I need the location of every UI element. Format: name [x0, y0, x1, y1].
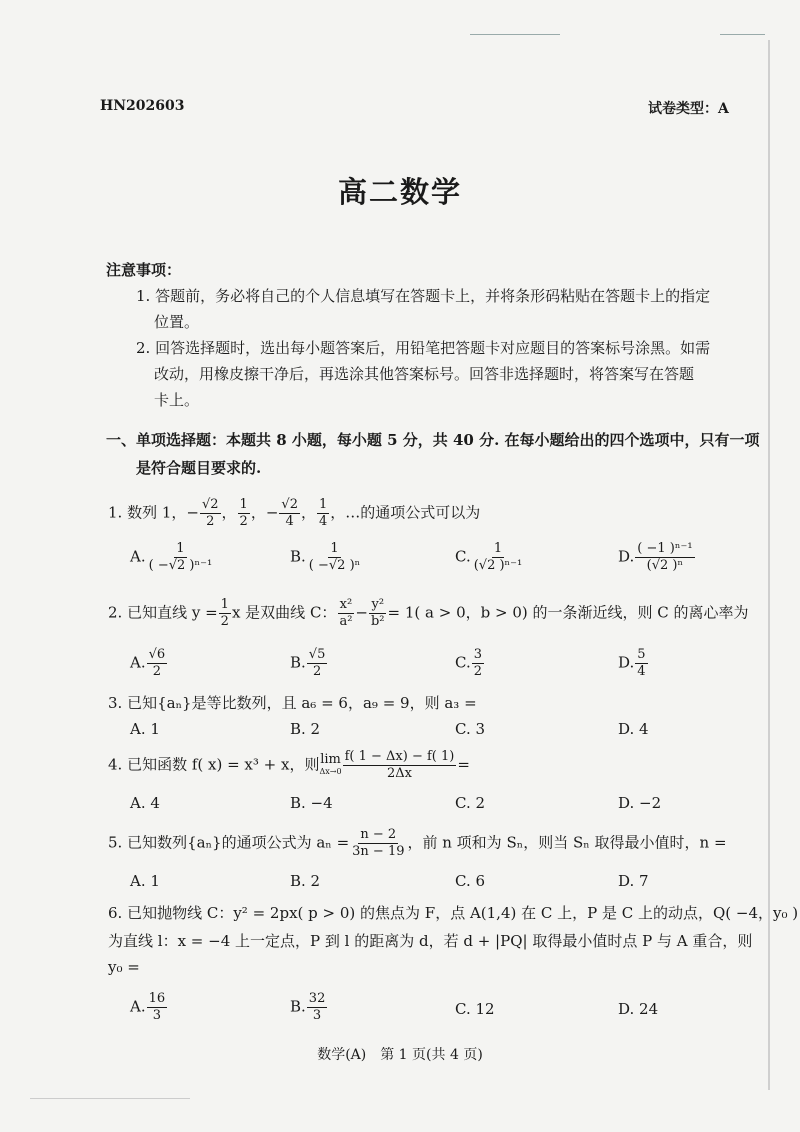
paper-type: 试卷类型：A: [648, 101, 729, 117]
scan-artifact-line: [30, 1098, 190, 1099]
question-1-option-d: D. $\frac{\text{( −1 )ⁿ⁻¹}}{\text{(√2 )ⁿ}}$: [618, 541, 693, 573]
fraction: $\frac{√2}{4}$: [281, 497, 298, 529]
question-5-option-b: B. 2: [290, 872, 321, 890]
page-title: 高二数学: [337, 175, 462, 209]
question-5: 5. 已知数列{aₙ}的通项公式为 aₙ = $\frac{n - 2}{3n - 19}$ ，前 n 项和为 Sₙ，则当 Sₙ 取得最小值时，n =: [108, 827, 727, 859]
question-5-option-c: C. 6: [455, 872, 486, 890]
question-3-option-b: B. 2: [290, 720, 321, 738]
question-5-option-a: A. 1: [130, 872, 160, 890]
fraction: $\frac{1}{2}$: [239, 497, 248, 529]
question-6-option-a: A. $\frac{16}{3}$: [130, 991, 166, 1023]
question-1-option-a: A. $\frac{1}{\text{( −√2 )ⁿ⁻¹}}$: [130, 541, 213, 573]
question-4: 4. 已知函数 f( x) = x³ + x，则 lim Δx→0 $\frac{f( 1 - \Delta x) - f( 1)}{2\Delta x}$ =: [108, 749, 470, 781]
question-2: 2. 已知直线 y = $\frac{1}{2}$ x 是双曲线 C： $\frac{\text{x²}}{\text{a²}}$ − $\frac{\text{y²}}{\text{b²}}$ = 1( a > 0，b > 0) 的一条渐近线，则 C 的离心率为: [108, 597, 749, 629]
notice-item-2-line2: 改动，用橡皮擦干净后，再选涂其他答案标号。回答非选择题时，将答案写在答题: [154, 365, 695, 383]
notice-item-1-line1: 1. 答题前，务必将自己的个人信息填写在答题卡上，并将条形码粘贴在答题卡上的指定: [136, 287, 711, 305]
question-6-line3: y₀ =: [108, 958, 140, 976]
question-4-option-d: D. −2: [618, 794, 662, 812]
question-1-prefix: 1. 数列 1，−: [108, 503, 199, 522]
notice-item-2-line1: 2. 回答选择题时，选出每小题答案后，用铅笔把答题卡对应题目的答案标号涂黑。如需: [136, 339, 711, 357]
question-3-option-c: C. 3: [455, 720, 486, 738]
notice-item-1-line2: 位置。: [154, 313, 200, 331]
page-footer: 数学(A) 第 1 页(共 4 页): [317, 1047, 483, 1063]
question-2-option-a: A. $\frac{√6}{2}$: [130, 647, 166, 679]
scan-artifact-line: [720, 34, 765, 35]
question-2-option-b: B. $\frac{√5}{2}$: [290, 647, 326, 679]
question-1: 1. 数列 1，− $\frac{√2}{2}$ ， $\frac{1}{2}$ ，− $\frac{√2}{4}$ ， $\frac{1}{4}$ ，…的通项公式可以为: [108, 497, 481, 529]
question-6-option-b: B. $\frac{32}{3}$: [290, 991, 326, 1023]
notice-heading: 注意事项：: [106, 261, 182, 279]
exam-code: HN202603: [100, 98, 185, 114]
scan-artifact-line: [470, 34, 560, 35]
section-heading-line2: 是符合题目要求的.: [136, 459, 262, 477]
question-6-option-d: D. 24: [618, 1000, 659, 1018]
fraction: $\frac{√2}{2}$: [201, 497, 219, 529]
question-1-option-c: C. $\frac{1}{\text{(√2 )ⁿ⁻¹}}$: [455, 541, 523, 573]
section-heading-line1: 一、单项选择题：本题共 8 小题，每小题 5 分，共 40 分. 在每小题给出的四个选项中，只有一项: [106, 431, 760, 449]
question-6-line1: 6. 已知抛物线 C：y² = 2px( p > 0) 的焦点为 F，点 A(1,4) 在 C 上，P 是 C 上的动点，Q( −4，y₀ ): [108, 904, 799, 922]
fraction: $\frac{1}{4}$: [318, 497, 328, 529]
question-3-option-a: A. 1: [130, 720, 160, 738]
question-4-option-a: A. 4: [130, 794, 160, 812]
question-2-option-d: D. $\frac{5}{4}$: [618, 647, 646, 679]
question-3: 3. 已知{aₙ}是等比数列，且 a₆ = 6，a₉ = 9，则 a₃ =: [108, 694, 477, 712]
notice-item-2-line3: 卡上。: [154, 391, 200, 409]
question-4-option-c: C. 2: [455, 794, 486, 812]
question-2-option-c: C. $\frac{3}{2}$: [455, 647, 482, 679]
question-1-suffix: ，…的通项公式可以为: [330, 503, 481, 522]
question-6-option-c: C. 12: [455, 1000, 495, 1018]
question-5-option-d: D. 7: [618, 872, 649, 890]
question-3-option-d: D. 4: [618, 720, 649, 738]
question-1-option-b: B. $\frac{1}{\text{( −√2 )ⁿ}}$: [290, 541, 361, 573]
question-6-line2: 为直线 l：x = −4 上一定点，P 到 l 的距离为 d，若 d + |PQ| 取得最小值时点 P 与 A 重合，则: [108, 932, 753, 950]
question-4-option-b: B. −4: [290, 794, 333, 812]
